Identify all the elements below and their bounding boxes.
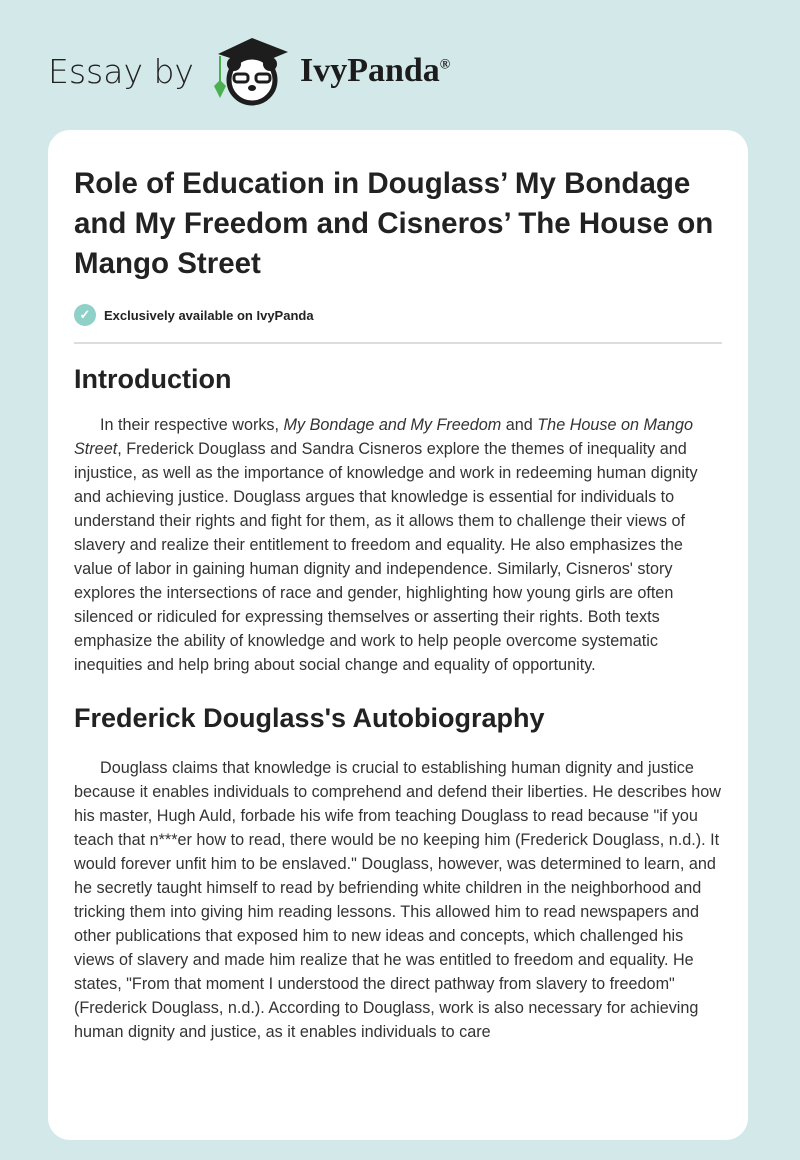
section-heading: Introduction xyxy=(74,364,232,394)
paragraph xyxy=(74,413,722,677)
exclusive-badge xyxy=(74,304,722,326)
book-title: My Bondage and My Freedom xyxy=(283,416,502,434)
essay-by-label: Essay by xyxy=(48,51,194,91)
divider xyxy=(74,342,722,344)
paragraph: Douglass claims that knowledge is crucial to establishing human dignity and justice because it enables individuals to comprehend and defend their liberties. He describes how his master, Hugh Auld, forbade his wife from teaching Douglass to read because "if you teach that n***er how to read, there would be no keeping him (Frederick Douglass, n.d.). It would forever unfit him to be enslaved." Douglass, however, was determined to learn, and he secretly taught himself to read by befriending white children in the neighborhood and tricking them into giving him reading lessons. This allowed him to read newspapers and other publications that exposed him to new ideas and concepts, which challenged his views of slavery and made him realize that he was entitled to freedom and equality. He states, "From that moment I understood the direct pathway from slavery to freedom" (Frederick Douglass, n.d.). According to Douglass, work is also necessary for achieving human dignity and justice, as it enables individuals to care xyxy=(74,759,721,1041)
site-header xyxy=(48,36,450,106)
brand-text: IvyPanda xyxy=(299,52,440,89)
text: and xyxy=(501,416,538,434)
section-heading: Frederick Douglass's Autobiography xyxy=(74,703,545,733)
essay-card xyxy=(48,130,748,1140)
essay-title: Role of Education in Douglass’ My Bondage and My Freedom and Cisneros’ The House on Mango Street xyxy=(74,167,714,280)
registered-mark: ® xyxy=(439,57,451,73)
book-title: The House on Mango Street xyxy=(74,416,693,458)
check-icon: ✓ xyxy=(74,304,96,326)
text: , Frederick Douglass and Sandra Cisneros explore the themes of inequality and injustice, as well as the importance of knowledge and work in redeeming human dignity and achieving justice. Douglass argues that knowledge is essential for individuals to understand their rights and fight for them, as it allows them to challenge their views of slavery and realize their entitlement to freedom and equality. He also emphasizes the value of labor in gaining human dignity and independence. Similarly, Cisneros' story explores the intersections of race and gender, highlighting how young girls are often silenced or ridiculed for expressing themselves or asserting their rights. Both texts emphasize the ability of knowledge and work to help people overcome systematic inequities and help bring about social change and equality of opportunity. xyxy=(74,440,698,674)
brand-name[interactable] xyxy=(300,52,450,90)
badge-label: Exclusively available on IvyPanda xyxy=(104,307,314,323)
text: In their respective works, xyxy=(100,416,284,434)
ivypanda-logo-icon[interactable] xyxy=(212,36,292,106)
